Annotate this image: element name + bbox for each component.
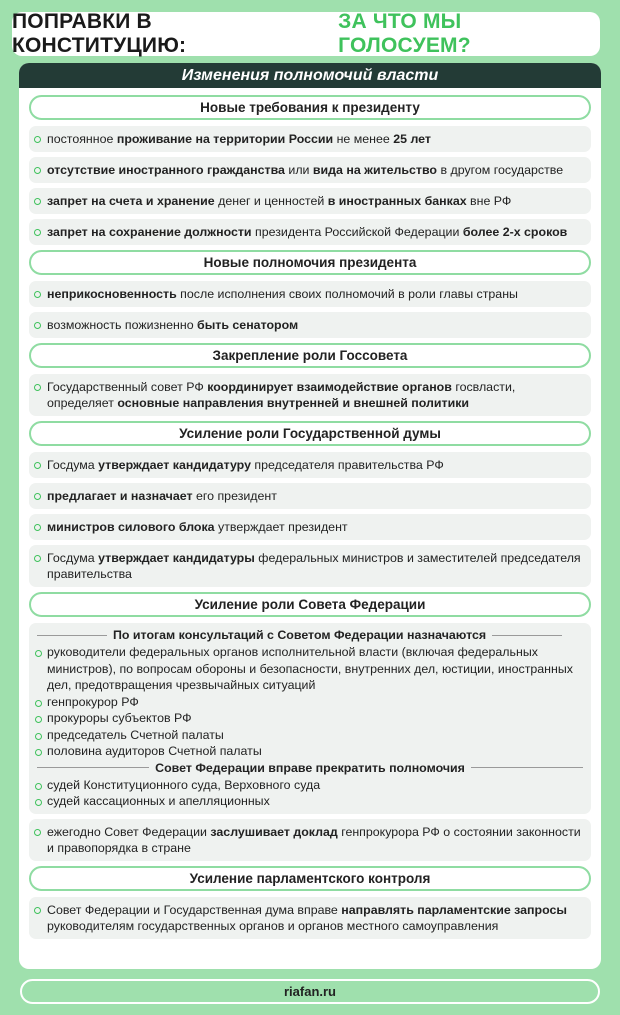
sub-list-item: председатель Счетной палаты (37, 727, 583, 744)
sovfed-group (29, 623, 591, 814)
sovfed-list (29, 819, 591, 861)
section-title-parl: Усиление парламентского контроля (29, 866, 591, 891)
sovfed-group1-heading: По итогам консультаций с Советом Федерации назначаются (37, 628, 583, 642)
list-item: возможность пожизненно быть сенатором (29, 312, 591, 338)
list-item: Государственный совет РФ координирует взаимодействие органов госвласти, определяет основные направления внутренней и внешней политики (29, 374, 591, 416)
gossovet-list (29, 374, 591, 416)
sub-list-item: судей Конституционного суда, Верховного суда (37, 777, 583, 794)
main-card (19, 63, 601, 969)
section-title-president-req: Новые требования к президенту (29, 95, 591, 120)
list-item: министров силового блока утверждает президент (29, 514, 591, 540)
sub-list-item: руководители федеральных органов исполнительной власти (включая федеральных министров), по вопросам обороны и безопасности, внутренних дел, юстиции, иностранных дел, предотвращения чрезвычайных ситуаций (37, 644, 583, 694)
title-part-2: ЗА ЧТО МЫ ГОЛОСУЕМ? (338, 10, 471, 57)
sovfed-group1-list (37, 644, 583, 760)
list-item: запрет на сохранение должности президента Российской Федерации более 2-х сроков (29, 219, 591, 245)
section-title-gossovet: Закрепление роли Госсовета (29, 343, 591, 368)
sovfed-group2-heading: Совет Федерации вправе прекратить полномочия (37, 761, 583, 775)
list-item: Госдума утверждает кандидатуры федеральных министров и заместителей председателя правительства (29, 545, 591, 587)
parl-list (29, 897, 591, 939)
sub-list-item: генпрокурор РФ (37, 694, 583, 711)
list-item: запрет на счета и хранение денег и ценностей в иностранных банках вне РФ (29, 188, 591, 214)
title-part-1: ПОПРАВКИ В КОНСТИТУЦИЮ: (12, 10, 187, 57)
president-req-list (29, 126, 591, 245)
page-title (12, 12, 600, 56)
section-title-sovfed: Усиление роли Совета Федерации (29, 592, 591, 617)
footer-source: riafan.ru (20, 979, 600, 1004)
main-header: Изменения полномочий власти (19, 63, 601, 88)
list-item: предлагает и назначает его президент (29, 483, 591, 509)
duma-list (29, 452, 591, 587)
sub-list-item: судей кассационных и апелляционных (37, 793, 583, 810)
list-item: Госдума утверждает кандидатуру председателя правительства РФ (29, 452, 591, 478)
list-item: ежегодно Совет Федерации заслушивает доклад генпрокурора РФ о состоянии законности и правопорядка в стране (29, 819, 591, 861)
section-title-duma: Усиление роли Государственной думы (29, 421, 591, 446)
list-item: отсутствие иностранного гражданства или вида на жительство в другом государстве (29, 157, 591, 183)
list-item: постоянное проживание на территории России не менее 25 лет (29, 126, 591, 152)
sub-list-item: прокуроры субъектов РФ (37, 710, 583, 727)
sovfed-group2-list (37, 777, 583, 810)
list-item: неприкосновенность после исполнения своих полномочий в роли главы страны (29, 281, 591, 307)
list-item: Совет Федерации и Государственная дума вправе направлять парламентские запросы руководителям государственных органов и органов местного самоуправления (29, 897, 591, 939)
content (19, 88, 601, 939)
section-title-president-pow: Новые полномочия президента (29, 250, 591, 275)
sub-list-item: половина аудиторов Счетной палаты (37, 743, 583, 760)
president-pow-list (29, 281, 591, 338)
